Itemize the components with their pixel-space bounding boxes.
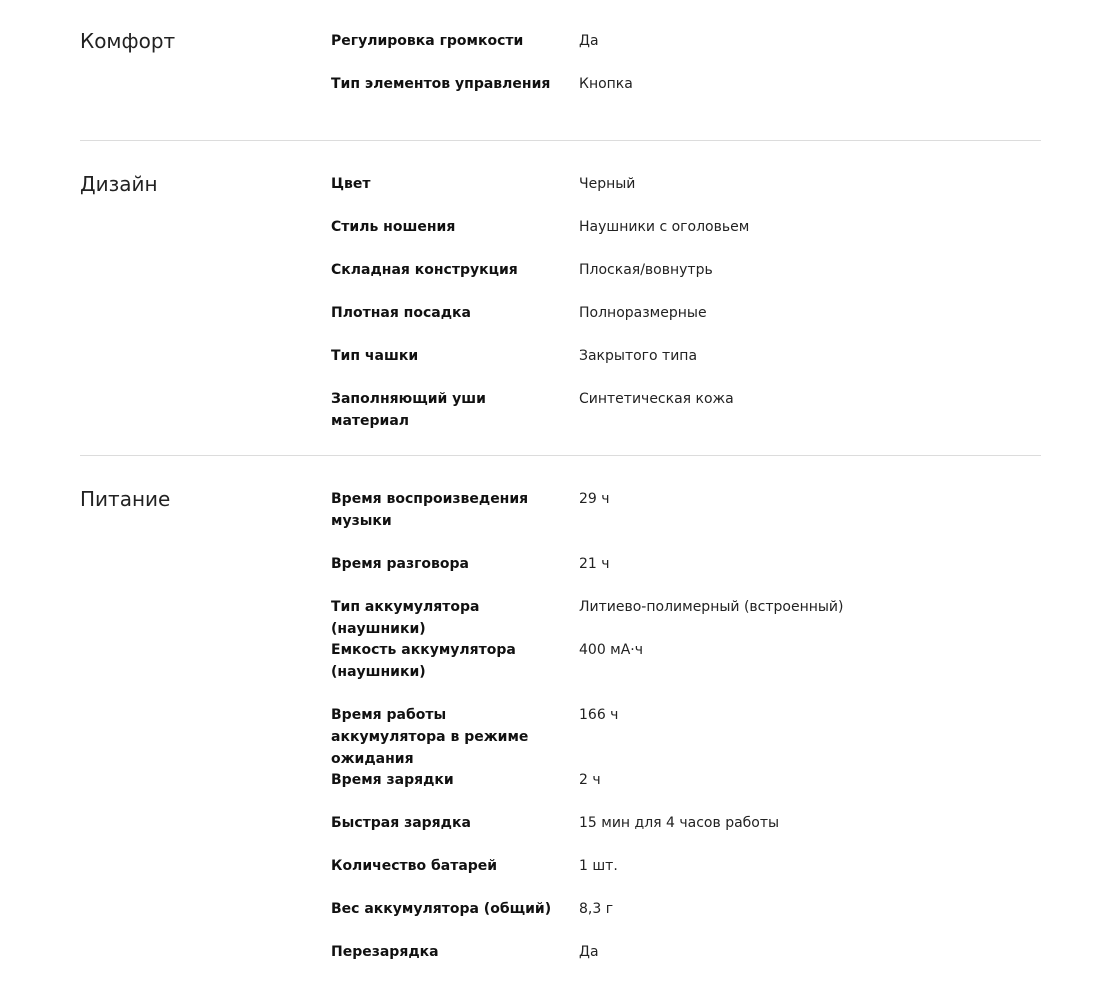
spec-row [331,552,610,575]
spec-value: 166 ч [579,707,619,723]
spec-row [331,487,610,532]
spec-row [331,595,844,640]
spec-value: Литиево-полимерный (встроенный) [579,599,844,615]
spec-label: Время разговора [331,556,469,572]
spec-value: Синтетическая кожа [579,391,734,407]
spec-label: Вес аккумулятора (общий) [331,901,552,917]
spec-value: 29 ч [579,491,610,507]
spec-value: Плоская/вовнутрь [579,262,713,278]
spec-label: Время работы аккумулятора в режиме ожидания [331,707,529,767]
spec-label: Плотная посадка [331,305,471,321]
spec-row [331,258,713,281]
spec-row [331,940,599,963]
spec-row [331,29,599,52]
spec-label: Стиль ношения [331,219,456,235]
section-title: Комфорт [80,29,176,53]
spec-value: 2 ч [579,772,601,788]
spec-value: Да [579,944,599,960]
spec-label: Цвет [331,176,371,192]
spec-value: Да [579,33,599,49]
spec-row [331,387,734,432]
spec-row [331,768,601,791]
spec-row [331,215,749,238]
section-divider [80,455,1041,456]
spec-row [331,854,618,877]
section-divider [80,140,1041,141]
spec-row [331,811,779,834]
spec-row [331,72,633,95]
spec-label: Время воспроизведения музыки [331,491,529,529]
spec-value: Черный [579,176,636,192]
spec-value: Наушники с оголовьем [579,219,750,235]
spec-label: Заполняющий уши материал [331,391,486,429]
spec-value: 15 мин для 4 часов работы [579,815,780,831]
spec-label: Быстрая зарядка [331,815,471,831]
spec-label: Регулировка громкости [331,33,524,49]
spec-row [331,172,635,195]
spec-label: Емкость аккумулятора (наушники) [331,642,516,680]
spec-value: Полноразмерные [579,305,707,321]
spec-row [331,897,613,920]
spec-label: Тип чашки [331,348,419,364]
spec-label: Перезарядка [331,944,439,960]
spec-label: Время зарядки [331,772,454,788]
spec-row [331,638,643,683]
section-title: Дизайн [80,172,158,196]
spec-row [331,344,697,367]
spec-row [331,703,618,770]
spec-value: Кнопка [579,76,633,92]
spec-value: 400 мА·ч [579,642,644,658]
section-title: Питание [80,487,171,511]
spec-value: Закрытого типа [579,348,698,364]
spec-value: 1 шт. [579,858,618,874]
spec-label: Количество батарей [331,858,498,874]
spec-label: Тип аккумулятора (наушники) [331,599,480,637]
spec-label: Складная конструкция [331,262,518,278]
spec-value: 21 ч [579,556,610,572]
spec-row [331,301,707,324]
spec-value: 8,3 г [579,901,614,917]
spec-label: Тип элементов управления [331,76,551,92]
